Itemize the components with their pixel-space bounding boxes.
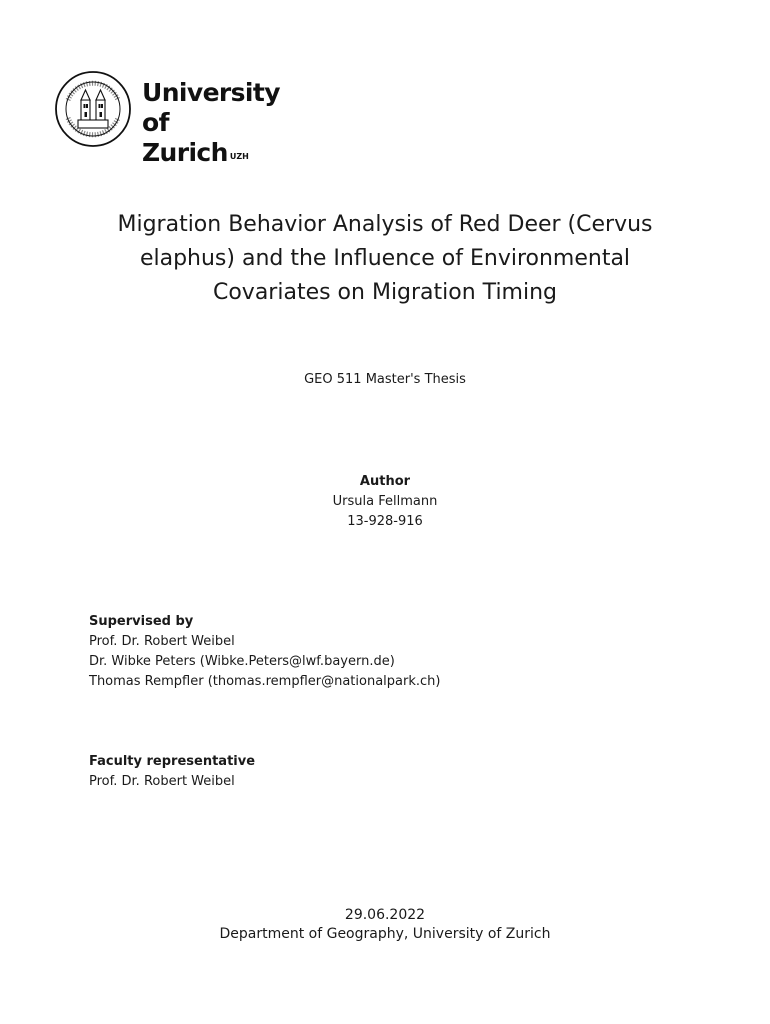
author-block [0, 472, 770, 532]
student-id: 13-928-916 [347, 514, 423, 529]
supervisor-1: Prof. Dr. Robert Weibel [89, 634, 235, 649]
submission-date: 29.06.2022 [344, 907, 426, 923]
supervisor-3: Thomas Rempfler (thomas.rempfler@nationalpark.ch) [89, 674, 441, 689]
thesis-title [60, 208, 710, 310]
university-logo [54, 70, 304, 167]
university-wordmark [142, 78, 304, 168]
title-line-3: Covariates on Migration Timing [212, 280, 558, 305]
author-name: Ursula Fellmann [332, 494, 438, 509]
faculty-heading: Faculty representative [89, 754, 256, 769]
supervisor-2: Dr. Wibke Peters (Wibke.Peters@lwf.bayern.de) [89, 654, 395, 669]
title-line-2: elaphus) and the Influence of Environmental [139, 246, 631, 271]
supervisors-block [89, 612, 440, 692]
university-name-line1: University of [142, 78, 280, 137]
university-seal-icon [54, 70, 132, 148]
faculty-block [89, 752, 255, 792]
author-heading: Author [359, 474, 411, 489]
thesis-type: GEO 511 Master's Thesis [304, 372, 466, 387]
uzh-mark: UZH [229, 152, 249, 161]
footer [0, 906, 770, 944]
university-name-line2 [142, 138, 304, 168]
university-name-city: Zurich [142, 138, 228, 167]
title-line-1: Migration Behavior Analysis of Red Deer (Cervus [117, 212, 653, 237]
supervisors-heading: Supervised by [89, 614, 194, 629]
faculty-representative: Prof. Dr. Robert Weibel [89, 774, 235, 789]
department: Department of Geography, University of Zurich [219, 926, 551, 942]
